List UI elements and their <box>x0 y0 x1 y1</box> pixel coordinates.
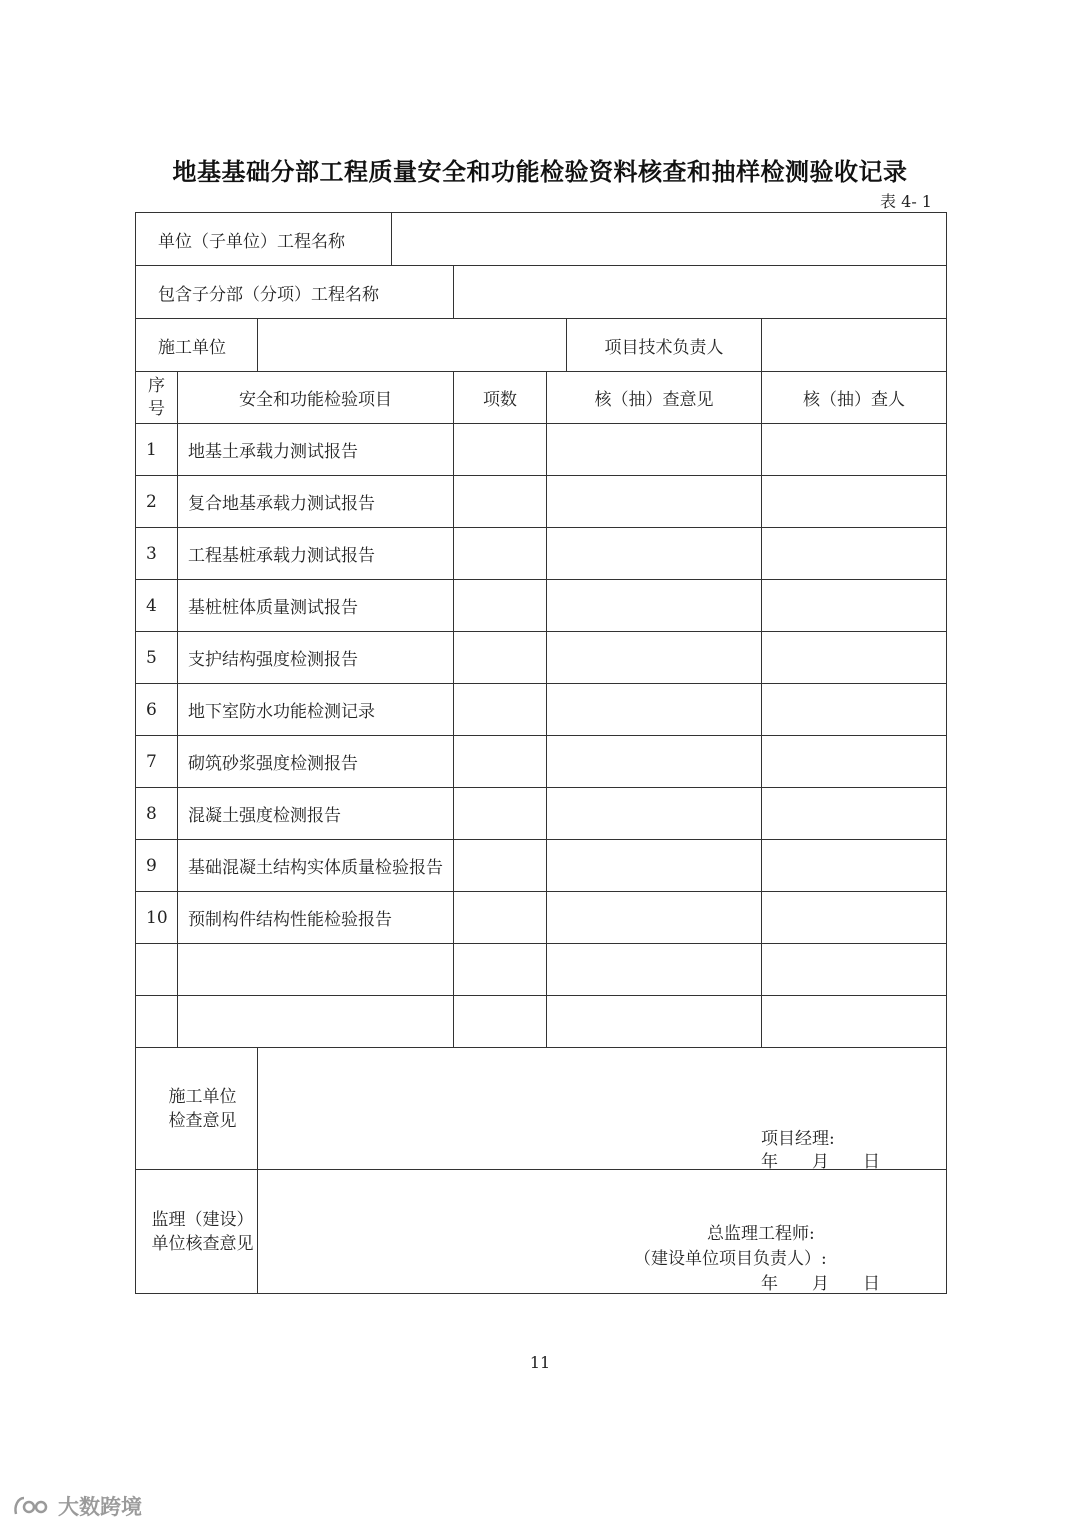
header-seq: 序号 <box>136 372 178 424</box>
row-checker-cell[interactable] <box>762 528 947 580</box>
tech-lead-field[interactable] <box>762 319 947 372</box>
row-checker-cell[interactable] <box>762 996 947 1048</box>
contractor-check-label: 施工单位 检查意见 <box>136 1048 258 1170</box>
row-count-cell[interactable] <box>454 996 547 1048</box>
row-count-cell[interactable] <box>454 684 547 736</box>
row-checker-cell[interactable] <box>762 580 947 632</box>
subdivision-name-label: 包含子分部（分项）工程名称 <box>136 266 454 319</box>
table-row <box>136 580 947 632</box>
tech-lead-label: 项目技术负责人 <box>567 319 762 372</box>
row-seq[interactable] <box>136 996 178 1048</box>
row-count-cell[interactable] <box>454 736 547 788</box>
row-item: 预制构件结构性能检验报告 <box>178 892 454 944</box>
row-opinion-cell[interactable] <box>547 476 762 528</box>
row-opinion-cell[interactable] <box>547 632 762 684</box>
row-item: 地下室防水功能检测记录 <box>178 684 454 736</box>
row-seq: 3 <box>136 528 178 580</box>
row-seq: 1 <box>136 424 178 476</box>
row-item[interactable] <box>178 944 454 996</box>
table-row <box>136 632 947 684</box>
row-item: 基础混凝土结构实体质量检验报告 <box>178 840 454 892</box>
row-seq: 8 <box>136 788 178 840</box>
row-seq: 6 <box>136 684 178 736</box>
row-count-cell[interactable] <box>454 476 547 528</box>
header-opinion: 核（抽）查意见 <box>547 372 762 424</box>
row-opinion-cell[interactable] <box>547 944 762 996</box>
table-row <box>136 892 947 944</box>
chief-supervisor-label: 总监理工程师: <box>707 1224 815 1244</box>
row-checker-cell[interactable] <box>762 944 947 996</box>
table-number: 表 4- 1 <box>880 192 932 211</box>
row-count-cell[interactable] <box>454 892 547 944</box>
contractor-check-row <box>136 1048 947 1170</box>
table-row <box>136 424 947 476</box>
row-opinion-cell[interactable] <box>547 996 762 1048</box>
contractor-check-field[interactable] <box>258 1048 947 1170</box>
row-item: 支护结构强度检测报告 <box>178 632 454 684</box>
row-seq: 10 <box>136 892 178 944</box>
table-row <box>136 944 947 996</box>
row-count-cell[interactable] <box>454 944 547 996</box>
row-item: 砌筑砂浆强度检测报告 <box>178 736 454 788</box>
watermark-text: 大数跨境 <box>58 1495 142 1519</box>
row-item: 混凝土强度检测报告 <box>178 788 454 840</box>
supervisor-check-row <box>136 1170 947 1294</box>
row-item[interactable] <box>178 996 454 1048</box>
row-checker-cell[interactable] <box>762 476 947 528</box>
subdivision-row <box>136 266 947 319</box>
contractor-date-label: 年 月 日 <box>761 1152 880 1170</box>
row-item: 地基土承载力测试报告 <box>178 424 454 476</box>
row-checker-cell[interactable] <box>762 632 947 684</box>
supervisor-check-label: 监理（建设） 单位核查意见 <box>136 1170 258 1294</box>
row-count-cell[interactable] <box>454 580 547 632</box>
row-seq: 4 <box>136 580 178 632</box>
row-seq[interactable] <box>136 944 178 996</box>
table-row <box>136 684 947 736</box>
row-opinion-cell[interactable] <box>547 840 762 892</box>
row-count-cell[interactable] <box>454 632 547 684</box>
page-number: 11 <box>529 1353 551 1372</box>
row-opinion-cell[interactable] <box>547 736 762 788</box>
construction-unit-label: 施工单位 <box>136 319 258 372</box>
subdivision-name-field[interactable] <box>454 266 947 319</box>
header-item: 安全和功能检验项目 <box>178 372 454 424</box>
row-opinion-cell[interactable] <box>547 684 762 736</box>
header-checker: 核（抽）查人 <box>762 372 947 424</box>
unit-project-row <box>136 213 947 266</box>
row-seq: 9 <box>136 840 178 892</box>
construction-unit-row <box>136 319 947 372</box>
row-checker-cell[interactable] <box>762 736 947 788</box>
row-checker-cell[interactable] <box>762 840 947 892</box>
table-row <box>136 476 947 528</box>
row-seq: 7 <box>136 736 178 788</box>
row-item: 基桩桩体质量测试报告 <box>178 580 454 632</box>
table-row <box>136 736 947 788</box>
construction-unit-field[interactable] <box>258 319 567 372</box>
row-count-cell[interactable] <box>454 528 547 580</box>
owner-project-lead-label: （建设单位项目负责人）: <box>634 1249 827 1269</box>
row-checker-cell[interactable] <box>762 424 947 476</box>
table-row <box>136 528 947 580</box>
row-checker-cell[interactable] <box>762 684 947 736</box>
row-item: 工程基桩承载力测试报告 <box>178 528 454 580</box>
supervisor-date-label: 年 月 日 <box>761 1274 880 1294</box>
row-opinion-cell[interactable] <box>547 424 762 476</box>
header-count: 项数 <box>454 372 547 424</box>
supervisor-check-field[interactable] <box>258 1170 947 1294</box>
row-count-cell[interactable] <box>454 788 547 840</box>
row-item: 复合地基承载力测试报告 <box>178 476 454 528</box>
project-manager-label: 项目经理: <box>761 1129 835 1149</box>
unit-project-name-label: 单位（子单位）工程名称 <box>136 213 392 266</box>
unit-project-name-field[interactable] <box>392 213 947 266</box>
table-row <box>136 840 947 892</box>
row-checker-cell[interactable] <box>762 788 947 840</box>
row-opinion-cell[interactable] <box>547 580 762 632</box>
table-row <box>136 996 947 1048</box>
row-seq: 5 <box>136 632 178 684</box>
table-row <box>136 788 947 840</box>
row-opinion-cell[interactable] <box>547 788 762 840</box>
watermark-logo-icon <box>12 1494 52 1518</box>
row-opinion-cell[interactable] <box>547 892 762 944</box>
row-count-cell[interactable] <box>454 840 547 892</box>
inspection-form-table <box>135 212 947 1294</box>
row-checker-cell[interactable] <box>762 892 947 944</box>
header-row <box>136 372 947 424</box>
row-seq: 2 <box>136 476 178 528</box>
document-title: 地基基础分部工程质量安全和功能检验资料核查和抽样检测验收记录 <box>172 158 908 186</box>
row-opinion-cell[interactable] <box>547 528 762 580</box>
row-count-cell[interactable] <box>454 424 547 476</box>
watermark <box>12 1492 142 1520</box>
